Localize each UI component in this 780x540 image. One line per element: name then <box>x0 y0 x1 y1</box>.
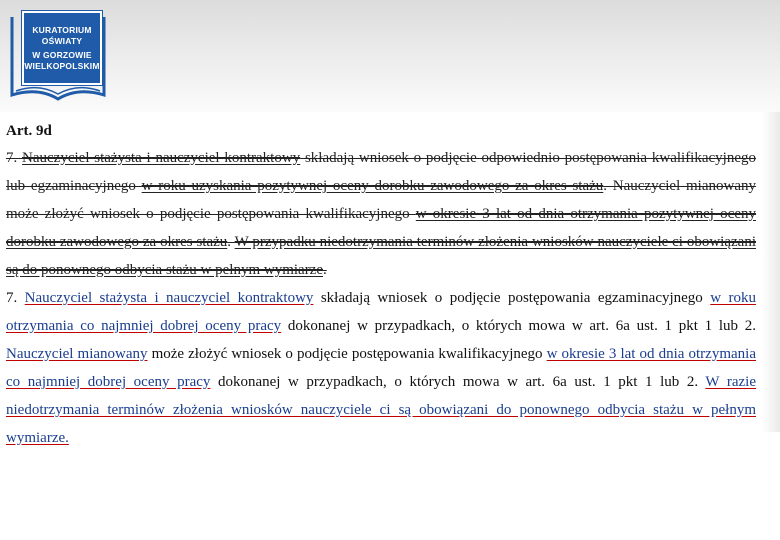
underlined-text-segment: Nauczyciel mianowany <box>6 346 148 362</box>
underlined-text-segment: w okresie 3 lat od dnia otrzymania pozytywnej oceny dorobku zawodowego za okres stażu <box>6 206 756 250</box>
text-segment: dokonanej w przypadkach, o których mowa w art. 6a ust. 1 pkt 1 lub 2. <box>210 374 706 390</box>
article-heading: Art. 9d <box>6 123 52 139</box>
amended-paragraph <box>6 284 756 452</box>
underlined-text-segment: Nauczyciel stażysta i nauczyciel kontraktowy <box>22 150 301 166</box>
text-segment: . <box>227 234 235 250</box>
text-segment: składają wniosek o podjęcie odpowiednio postępowania kwalifikacyjnego lub egzaminacyjnego <box>6 150 756 194</box>
text-segment: . <box>323 262 327 278</box>
underlined-text-segment: W przypadku niedotrzymania terminów złożenia wniosków nauczyciele ci obowiązani są do ponownego odbycia stażu w pełnym wymiarze <box>6 234 756 278</box>
logo-line-1: KURATORIUM <box>32 25 92 35</box>
underlined-text-segment: W razie niedotrzymania terminów złożenia wniosków nauczyciele ci są obowiązani do ponownego odbycia stażu w pełnym wymiarze. <box>6 374 756 446</box>
text-segment: 7. <box>6 150 23 166</box>
logo-line-2: OŚWIATY <box>41 35 83 46</box>
repealed-paragraph <box>6 144 756 284</box>
underlined-text-segment: Nauczyciel stażysta i nauczyciel kontraktowy <box>24 290 314 306</box>
logo-line-3: W GORZOWIE <box>32 50 92 60</box>
underlined-text-segment: w roku otrzymania co najmniej dobrej oceny pracy <box>6 290 756 334</box>
article-content <box>6 116 756 452</box>
text-segment: . Nauczyciel mianowany może złożyć wniosek o podjęcie postępowania kwalifikacyjnego <box>6 178 756 222</box>
text-segment: 7. <box>6 290 25 306</box>
header-band <box>0 0 780 112</box>
kuratorium-logo <box>8 3 108 105</box>
text-segment: dokonanej w przypadkach, o których mowa w art. 6a ust. 1 pkt 1 lub 2. <box>281 318 756 334</box>
logo-line-4: WIELKOPOLSKIM <box>24 60 100 71</box>
text-segment: może złożyć wniosek o podjęcie postępowania kwalifikacyjnego <box>147 346 547 362</box>
underlined-text-segment: w roku uzyskania pozytywnej oceny dorobku zawodowego za okres stażu <box>141 178 604 194</box>
logo-text-box <box>22 11 102 85</box>
underlined-text-segment: w okresie 3 lat od dnia otrzymania co najmniej dobrej oceny pracy <box>6 346 756 390</box>
side-shade <box>762 112 780 432</box>
text-segment: składają wniosek o podjęcie postępowania egzaminacyjnego <box>313 290 711 306</box>
